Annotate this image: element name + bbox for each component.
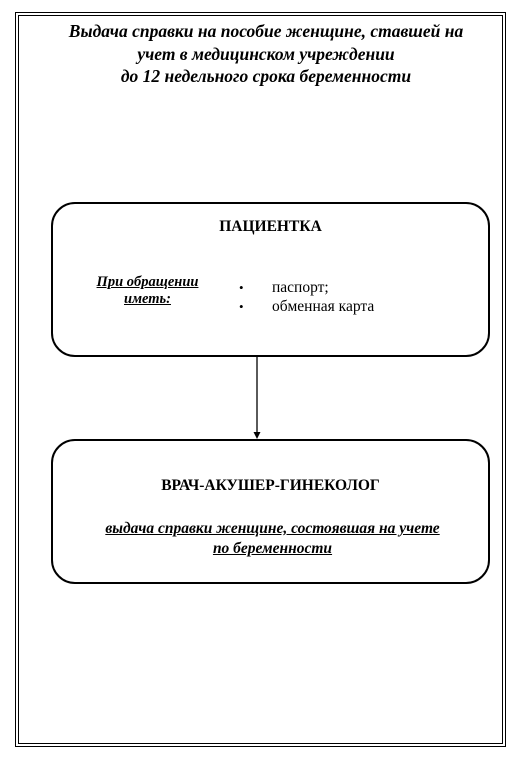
bullet-icon: • xyxy=(239,299,244,314)
doctor-action-line-2: по беременности xyxy=(212,540,333,557)
doctor-action-line-1: выдача справки женщине, состоявшая на учете xyxy=(105,520,440,537)
title-line-2: учет в медицинском учреждении xyxy=(137,43,395,64)
arrow-down-icon xyxy=(254,432,261,439)
doctor-heading: ВРАЧ-АКУШЕР-ГИНЕКОЛОГ xyxy=(161,477,380,494)
patient-hint-line-1: При обращении xyxy=(96,274,199,290)
patient-heading: ПАЦИЕНТКА xyxy=(219,218,322,235)
document-label: обменная карта xyxy=(272,298,375,315)
patient-hint-line-2: иметь: xyxy=(124,291,171,307)
title-line-1: Выдача справки на пособие женщине, ставшей на xyxy=(68,21,464,41)
doctor-action xyxy=(63,519,482,559)
title-line-3: до 12 недельного срока беременности xyxy=(120,66,412,86)
bullet-icon: • xyxy=(239,280,244,295)
doctor-box xyxy=(51,439,490,584)
document-label: паспорт; xyxy=(272,279,329,296)
